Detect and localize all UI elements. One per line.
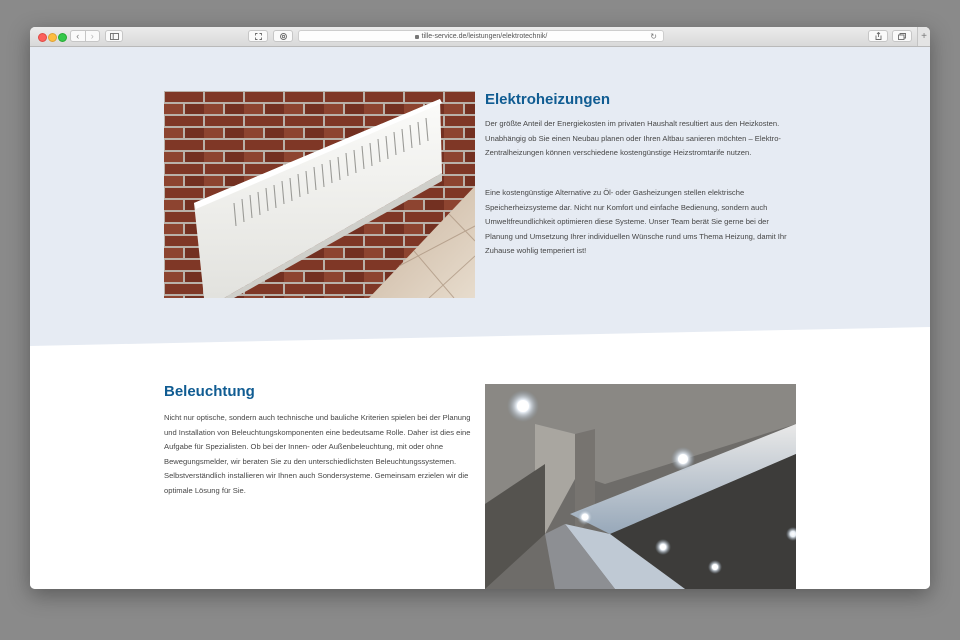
- share-button[interactable]: [868, 30, 888, 42]
- lighting-paragraph: Nicht nur optische, sondern auch technische und bauliche Kriterien spielen bei der Planung und Installation von Beleuchtungskomponenten eine bedeutsame Rolle. Daher ist dies eine Aufgabe für Spezialisten. Ob bei der Innen- oder Außenbeleuchtung, mit oder ohne Bewegungsmelder, wir beraten Sie zu den unterschiedlichsten Beleuchtungssystemen. Selbstverständlich installieren wir Ihnen auch Sondersysteme. Gemeinsam erzielen wir die optimale Lösung für Sie.: [164, 413, 471, 495]
- tabs-icon: [898, 33, 906, 40]
- back-button[interactable]: ‹: [76, 31, 80, 41]
- new-tab-button[interactable]: +: [917, 27, 930, 46]
- heating-paragraph-1: Der größte Anteil der Energiekosten im privaten Haushalt resultiert aus den Heizkosten. Unabhängig ob Sie einen Neubau planen oder Ihren Altbau sanieren möchten – Elektro-Zentralheizungen können verschiedene kostengünstige Heizstromtarife nutzen.: [485, 119, 781, 157]
- reload-icon[interactable]: ↻: [650, 32, 657, 41]
- sidebar-toggle-button[interactable]: [105, 30, 123, 42]
- expand-icon: [255, 33, 262, 40]
- ceiling-lighting-image: [485, 384, 796, 589]
- sidebar-icon: [110, 33, 119, 40]
- fullscreen-button[interactable]: [248, 30, 268, 42]
- page-viewport: [30, 47, 930, 589]
- zoom-window-button[interactable]: [58, 33, 67, 42]
- lighting-title: Beleuchtung: [164, 383, 255, 400]
- tabs-overview-button[interactable]: [892, 30, 912, 42]
- share-icon: [875, 32, 882, 40]
- history-nav: [70, 30, 100, 42]
- browser-toolbar: [30, 27, 930, 47]
- browser-window: [30, 27, 930, 589]
- radiator-image: [164, 91, 475, 298]
- lock-icon: [415, 35, 419, 39]
- address-bar[interactable]: [298, 30, 664, 42]
- minimize-window-button[interactable]: [48, 33, 57, 42]
- extension-button[interactable]: [273, 30, 293, 42]
- heating-paragraph-2: Eine kostengünstige Alternative zu Öl- oder Gasheizungen stellen elektrische Speicherheizsysteme dar. Nicht nur Komfort und einfache Bedienung, sondern auch Umweltfreundlichkeit optimieren diese Systeme. Unser Team berät Sie gerne bei der Planung und Umsetzung Ihrer individuellen Wünsche rund ums Thema Heizung, damit Ihr Zuhause wohlig temperiert ist!: [485, 188, 787, 255]
- heating-title: Elektroheizungen: [485, 91, 611, 108]
- at-sign-icon: [280, 33, 287, 40]
- close-window-button[interactable]: [38, 33, 47, 42]
- address-url: tille-service.de/leistungen/elektrotechnik/: [421, 32, 548, 40]
- forward-button[interactable]: ›: [85, 31, 100, 41]
